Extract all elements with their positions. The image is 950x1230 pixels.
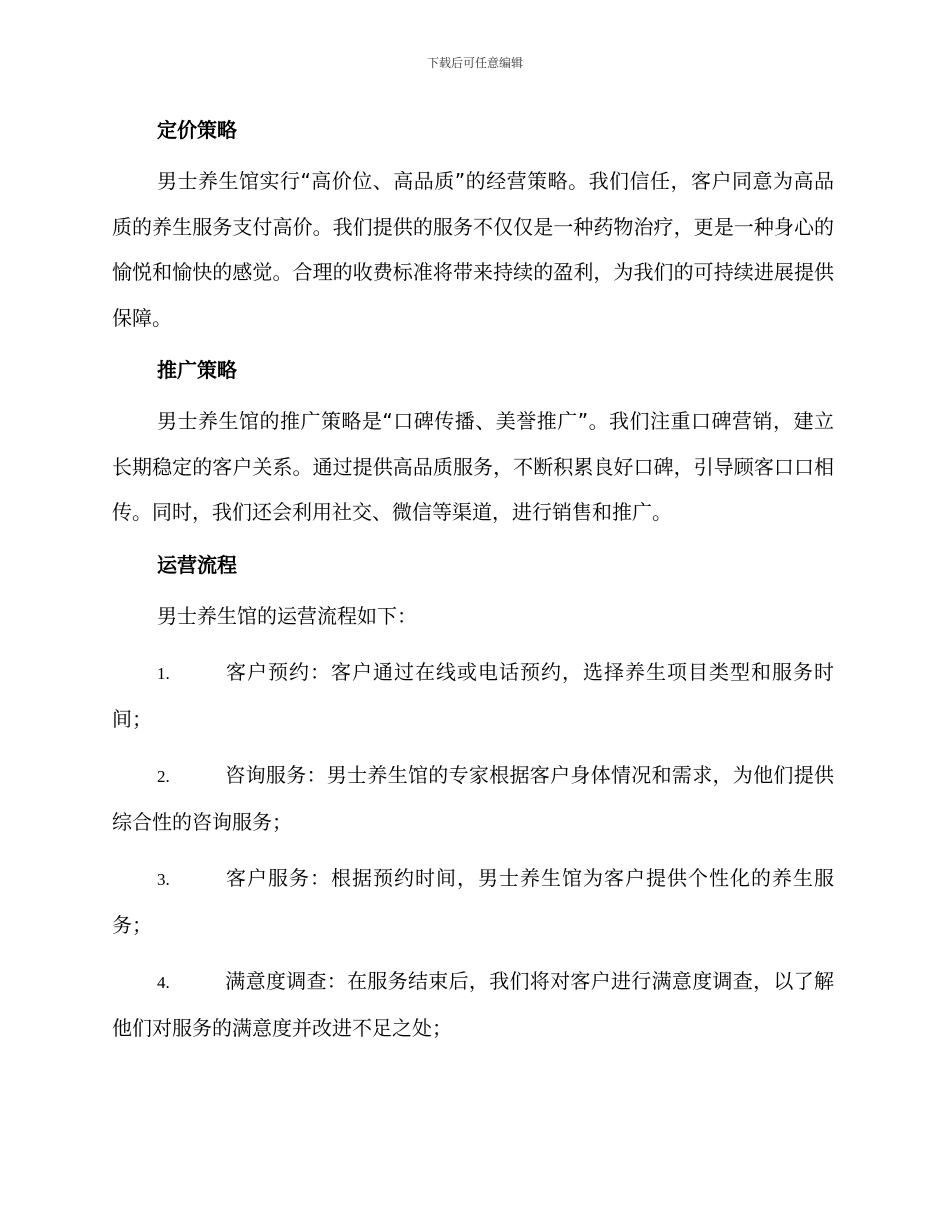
list-item-number: 1. — [157, 664, 170, 683]
list-item — [112, 753, 834, 845]
section-paragraph-operations: 男士养生馆的运营流程如下： — [157, 603, 417, 628]
header-note: 下载后可任意编辑 — [426, 56, 523, 70]
list-item-text: 咨询服务：男士养生馆的专家根据客户身体情况和需求，为他们提供综合性的咨询服务； — [112, 763, 834, 834]
section-heading-operations: 运营流程 — [157, 552, 237, 577]
section-heading-promotion: 推广策略 — [157, 358, 237, 382]
section-paragraph-promotion: 男士养生馆的推广策略是“口碑传播、美誉推广”。我们注重口碑营销，建立长期稳定的客户关系。通过提供高品质服务，不断积累良好口碑，引导顾客口口相传。同时，我们还会利用社交、微信等渠道，进行销售和推广。 — [112, 409, 834, 524]
document-body — [112, 112, 834, 1051]
list-item-number: 3. — [157, 870, 170, 889]
list-item — [112, 650, 834, 742]
list-item-text: 客户服务：根据预约时间，男士养生馆为客户提供个性化的养生服务； — [112, 866, 834, 937]
list-item — [112, 856, 834, 948]
list-item-number: 2. — [157, 767, 170, 786]
section-heading-pricing: 定价策略 — [157, 118, 237, 142]
list-item-text: 满意度调查：在服务结束后，我们将对客户进行满意度调查，以了解他们对服务的满意度并改进不足之处； — [112, 969, 834, 1040]
list-item-text: 客户预约：客户通过在线或电话预约，选择养生项目类型和服务时间； — [112, 660, 834, 731]
list-item-number: 4. — [157, 973, 170, 992]
list-item — [112, 959, 834, 1051]
section-paragraph-pricing: 男士养生馆实行“高价位、高品质”的经营策略。我们信任，客户同意为高品质的养生服务支付高价。我们提供的服务不仅仅是一种药物治疗，更是一种身心的愉悦和愉快的感觉。合理的收费标准将带来持续的盈利，为我们的可持续进展提供保障。 — [112, 169, 834, 330]
